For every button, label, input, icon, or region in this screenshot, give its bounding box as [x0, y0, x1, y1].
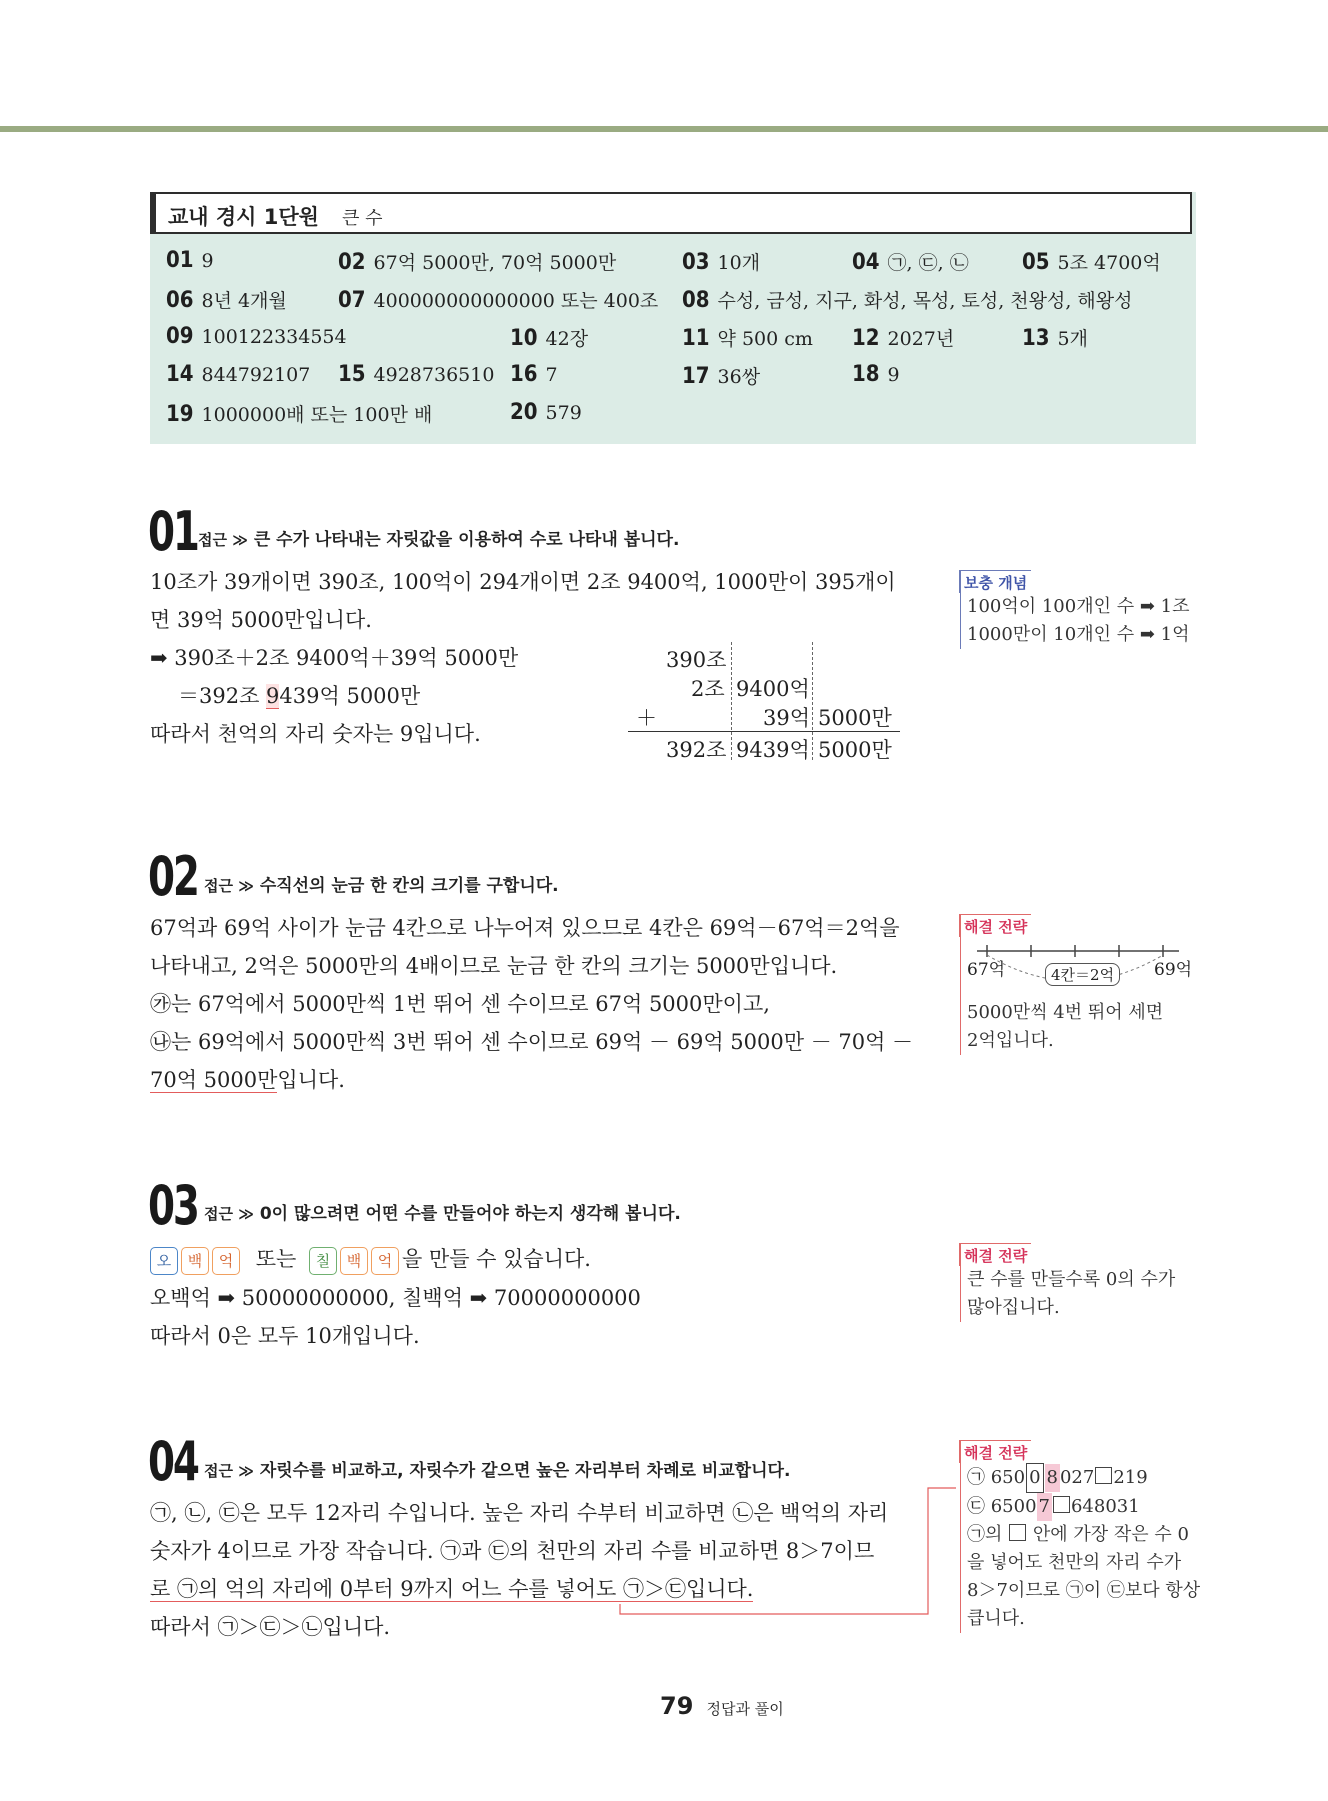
- blank-box: [1009, 1524, 1026, 1541]
- problem-number: 04: [148, 1430, 198, 1493]
- answer-item: [682, 362, 760, 389]
- number-card: 백: [181, 1247, 209, 1275]
- number-line: 67억 4칸＝2억 69억: [967, 937, 1207, 999]
- answer-item: [166, 286, 287, 313]
- answer-number: 18: [852, 362, 880, 387]
- solution-line: ＝392조 9439억 5000만: [178, 684, 421, 708]
- answer-value: 9: [887, 364, 900, 386]
- solution-line: ㉯는 69억에서 5000만씩 3번 뛰어 센 수이므로 69억 － 69억 5000만 － 70억 －: [150, 1030, 914, 1054]
- side-note-strategy: 해결 전략 큰 수를 만들수록 0의 수가 많아집니다.: [960, 1243, 1207, 1322]
- answer-item: [682, 286, 1132, 313]
- answer-box-title: 교내 경시 1단원: [168, 205, 319, 229]
- answer-number: 06: [166, 288, 194, 313]
- answer-value: 7: [545, 364, 558, 386]
- blank-box: 0: [1026, 1463, 1043, 1493]
- side-note-strategy: 해결 전략 67억 4칸＝2억 69억 5000만씩 4번 뛰어 세면 2억입니다.: [960, 914, 1207, 1055]
- answer-number: 15: [338, 362, 366, 387]
- problem-number: 03: [148, 1174, 198, 1237]
- answer-value: 2027년: [887, 328, 955, 350]
- blank-box: [1053, 1496, 1070, 1513]
- answer-item: [852, 248, 969, 275]
- answer-item: [166, 324, 347, 349]
- number-card: 오: [150, 1247, 178, 1275]
- answer-item: [682, 324, 813, 351]
- answer-underline: 70억 5000만: [150, 1068, 278, 1092]
- solution-line: 숫자가 4이므로 가장 작습니다. ㉠과 ㉢의 천만의 자리 수를 비교하면 8＞7이므: [150, 1539, 875, 1563]
- answer-number: 17: [682, 364, 710, 389]
- answer-item: [338, 362, 494, 387]
- answer-value: 5개: [1057, 328, 1088, 350]
- solution-line: ➡ 390조＋2조 9400억＋39억 5000만: [150, 646, 519, 670]
- problem-number: 02: [148, 845, 198, 908]
- answer-number: 12: [852, 326, 880, 351]
- answer-item: [852, 324, 954, 351]
- answer-value: 5조 4700억: [1057, 252, 1161, 274]
- answer-box-header: [150, 192, 1192, 234]
- answer-item: [510, 324, 588, 351]
- answer-number: 11: [682, 326, 710, 351]
- number-card: 억: [371, 1247, 399, 1275]
- answer-number: 03: [682, 250, 710, 275]
- solution-line: 70억 5000만입니다.: [150, 1068, 345, 1092]
- side-note-label: 해결 전략: [959, 1440, 1031, 1463]
- answer-value: 10개: [717, 252, 761, 274]
- column-addition: 390조 2조 9400억 ＋ 39억 5000만 392조 9439억 5000만: [628, 640, 900, 760]
- answer-value: 36쌍: [717, 366, 761, 388]
- answer-item: [166, 400, 432, 427]
- side-note-strategy: 해결 전략 ㉠ 650 0 8 027 219 ㉢ 6500 7 648031 ㉠의 안에 가장 작은 수 0 을 넣어도 천만의 자리 수가 8＞7이므로 ㉠이 ㉢보다 항상 큽니다.: [960, 1440, 1207, 1633]
- solution-line: [150, 1573, 753, 1603]
- solution-line: 따라서 ㉠＞㉢＞㉡입니다.: [150, 1615, 391, 1639]
- answer-value: 100122334554: [201, 326, 347, 348]
- answer-number: 08: [682, 288, 710, 313]
- answer-value: 약 500 cm: [717, 328, 813, 350]
- answer-item: [1022, 324, 1088, 351]
- answer-item: [852, 362, 900, 387]
- answer-item: [338, 248, 616, 275]
- solution-line: 오백억 ➡ 50000000000, 칠백억 ➡ 70000000000: [150, 1286, 641, 1310]
- side-note-label: 해결 전략: [959, 1243, 1031, 1266]
- approach-heading: 접근 ≫ 큰 수가 나타내는 자릿값을 이용하여 수로 나타내 봅니다.: [198, 530, 680, 550]
- solution-line: 따라서 0은 모두 10개입니다.: [150, 1324, 420, 1348]
- answer-item: [510, 400, 582, 425]
- approach-heading: 접근 ≫ 자릿수를 비교하고, 자릿수가 같으면 높은 자리부터 차례로 비교합니다.: [204, 1461, 791, 1481]
- number-card: 억: [212, 1247, 240, 1275]
- side-note-label: 보충 개념: [959, 570, 1031, 593]
- solution-line: 따라서 천억의 자리 숫자는 9입니다.: [150, 722, 481, 746]
- side-note-supplement: 보충 개념 100억이 100개인 수 ➡ 1조 1000만이 10개인 수 ➡ 1억: [960, 570, 1207, 649]
- page-number: 79: [660, 1692, 694, 1720]
- plus-sign: ＋: [636, 706, 657, 730]
- answer-item: [166, 362, 310, 387]
- highlight-digit: 9: [266, 684, 280, 708]
- answer-item: [338, 286, 658, 313]
- blank-box: [1095, 1467, 1112, 1484]
- answer-value: 4928736510: [373, 364, 495, 386]
- number-card: 칠: [309, 1247, 337, 1275]
- page-footer: [660, 1692, 784, 1720]
- number-card: 백: [340, 1247, 368, 1275]
- answer-number: 20: [510, 400, 538, 425]
- answer-value: ㉠, ㉢, ㉡: [887, 252, 969, 274]
- solution-line: 10조가 39개이면 390조, 100억이 294개이면 2조 9400억, 1000만이 395개이: [150, 570, 896, 594]
- answer-value: 400000000000000 또는 400조: [373, 290, 659, 312]
- answer-underline: 로 ㉠의 억의 자리에 0부터 9까지 어느 수를 넣어도 ㉠＞㉢입니다.: [150, 1577, 754, 1601]
- answer-number: 05: [1022, 250, 1050, 275]
- answer-item: [682, 248, 760, 275]
- solution-line: ㉠, ㉡, ㉢은 모두 12자리 수입니다. 높은 자리 수부터 비교하면 ㉡은 백억의 자리: [150, 1501, 889, 1525]
- answer-number: 19: [166, 402, 194, 427]
- answer-value: 844792107: [201, 364, 311, 386]
- answer-number: 10: [510, 326, 538, 351]
- answer-value: 67억 5000만, 70억 5000만: [373, 252, 617, 274]
- answer-number: 13: [1022, 326, 1050, 351]
- approach-heading: 접근 ≫ 0이 많으려면 어떤 수를 만들어야 하는지 생각해 봅니다.: [204, 1204, 681, 1224]
- answer-summary-box: [150, 192, 1196, 444]
- top-rule: [0, 126, 1328, 132]
- side-note-label: 해결 전략: [959, 914, 1031, 937]
- answer-number: 09: [166, 324, 194, 349]
- answer-box-subtitle: 큰 수: [342, 208, 383, 229]
- answer-number: 14: [166, 362, 194, 387]
- answer-item: [1022, 248, 1161, 275]
- answer-value: 8년 4개월: [201, 290, 287, 312]
- answer-number: 16: [510, 362, 538, 387]
- answer-item: [510, 362, 558, 387]
- solution-line: 나타내고, 2억은 5000만의 4배이므로 눈금 한 칸의 크기는 5000만입니다.: [150, 954, 838, 978]
- approach-heading: 접근 ≫ 수직선의 눈금 한 칸의 크기를 구합니다.: [204, 876, 559, 896]
- answer-value: 수성, 금성, 지구, 화성, 목성, 토성, 천왕성, 해왕성: [717, 290, 1133, 312]
- solution-line: 오 백 억 또는 칠 백 억 을 만들 수 있습니다.: [150, 1243, 591, 1275]
- footer-label: 정답과 풀이: [706, 1700, 784, 1718]
- solution-line: 면 39억 5000만입니다.: [150, 608, 372, 632]
- answer-value: 579: [545, 402, 582, 424]
- answer-number: 02: [338, 250, 366, 275]
- answer-number: 07: [338, 288, 366, 313]
- answer-value: 9: [201, 250, 214, 272]
- answer-number: 01: [166, 248, 194, 273]
- solution-line: ㉮는 67억에서 5000만씩 1번 뛰어 센 수이므로 67억 5000만이고,: [150, 992, 770, 1016]
- answer-number: 04: [852, 250, 880, 275]
- solution-line: 67억과 69억 사이가 눈금 4칸으로 나누어져 있으므로 4칸은 69억－67억＝2억을: [150, 916, 900, 940]
- problem-number: 01: [148, 500, 198, 563]
- answer-value: 1000000배 또는 100만 배: [201, 404, 433, 426]
- answer-item: [166, 248, 214, 273]
- answer-value: 42장: [545, 328, 589, 350]
